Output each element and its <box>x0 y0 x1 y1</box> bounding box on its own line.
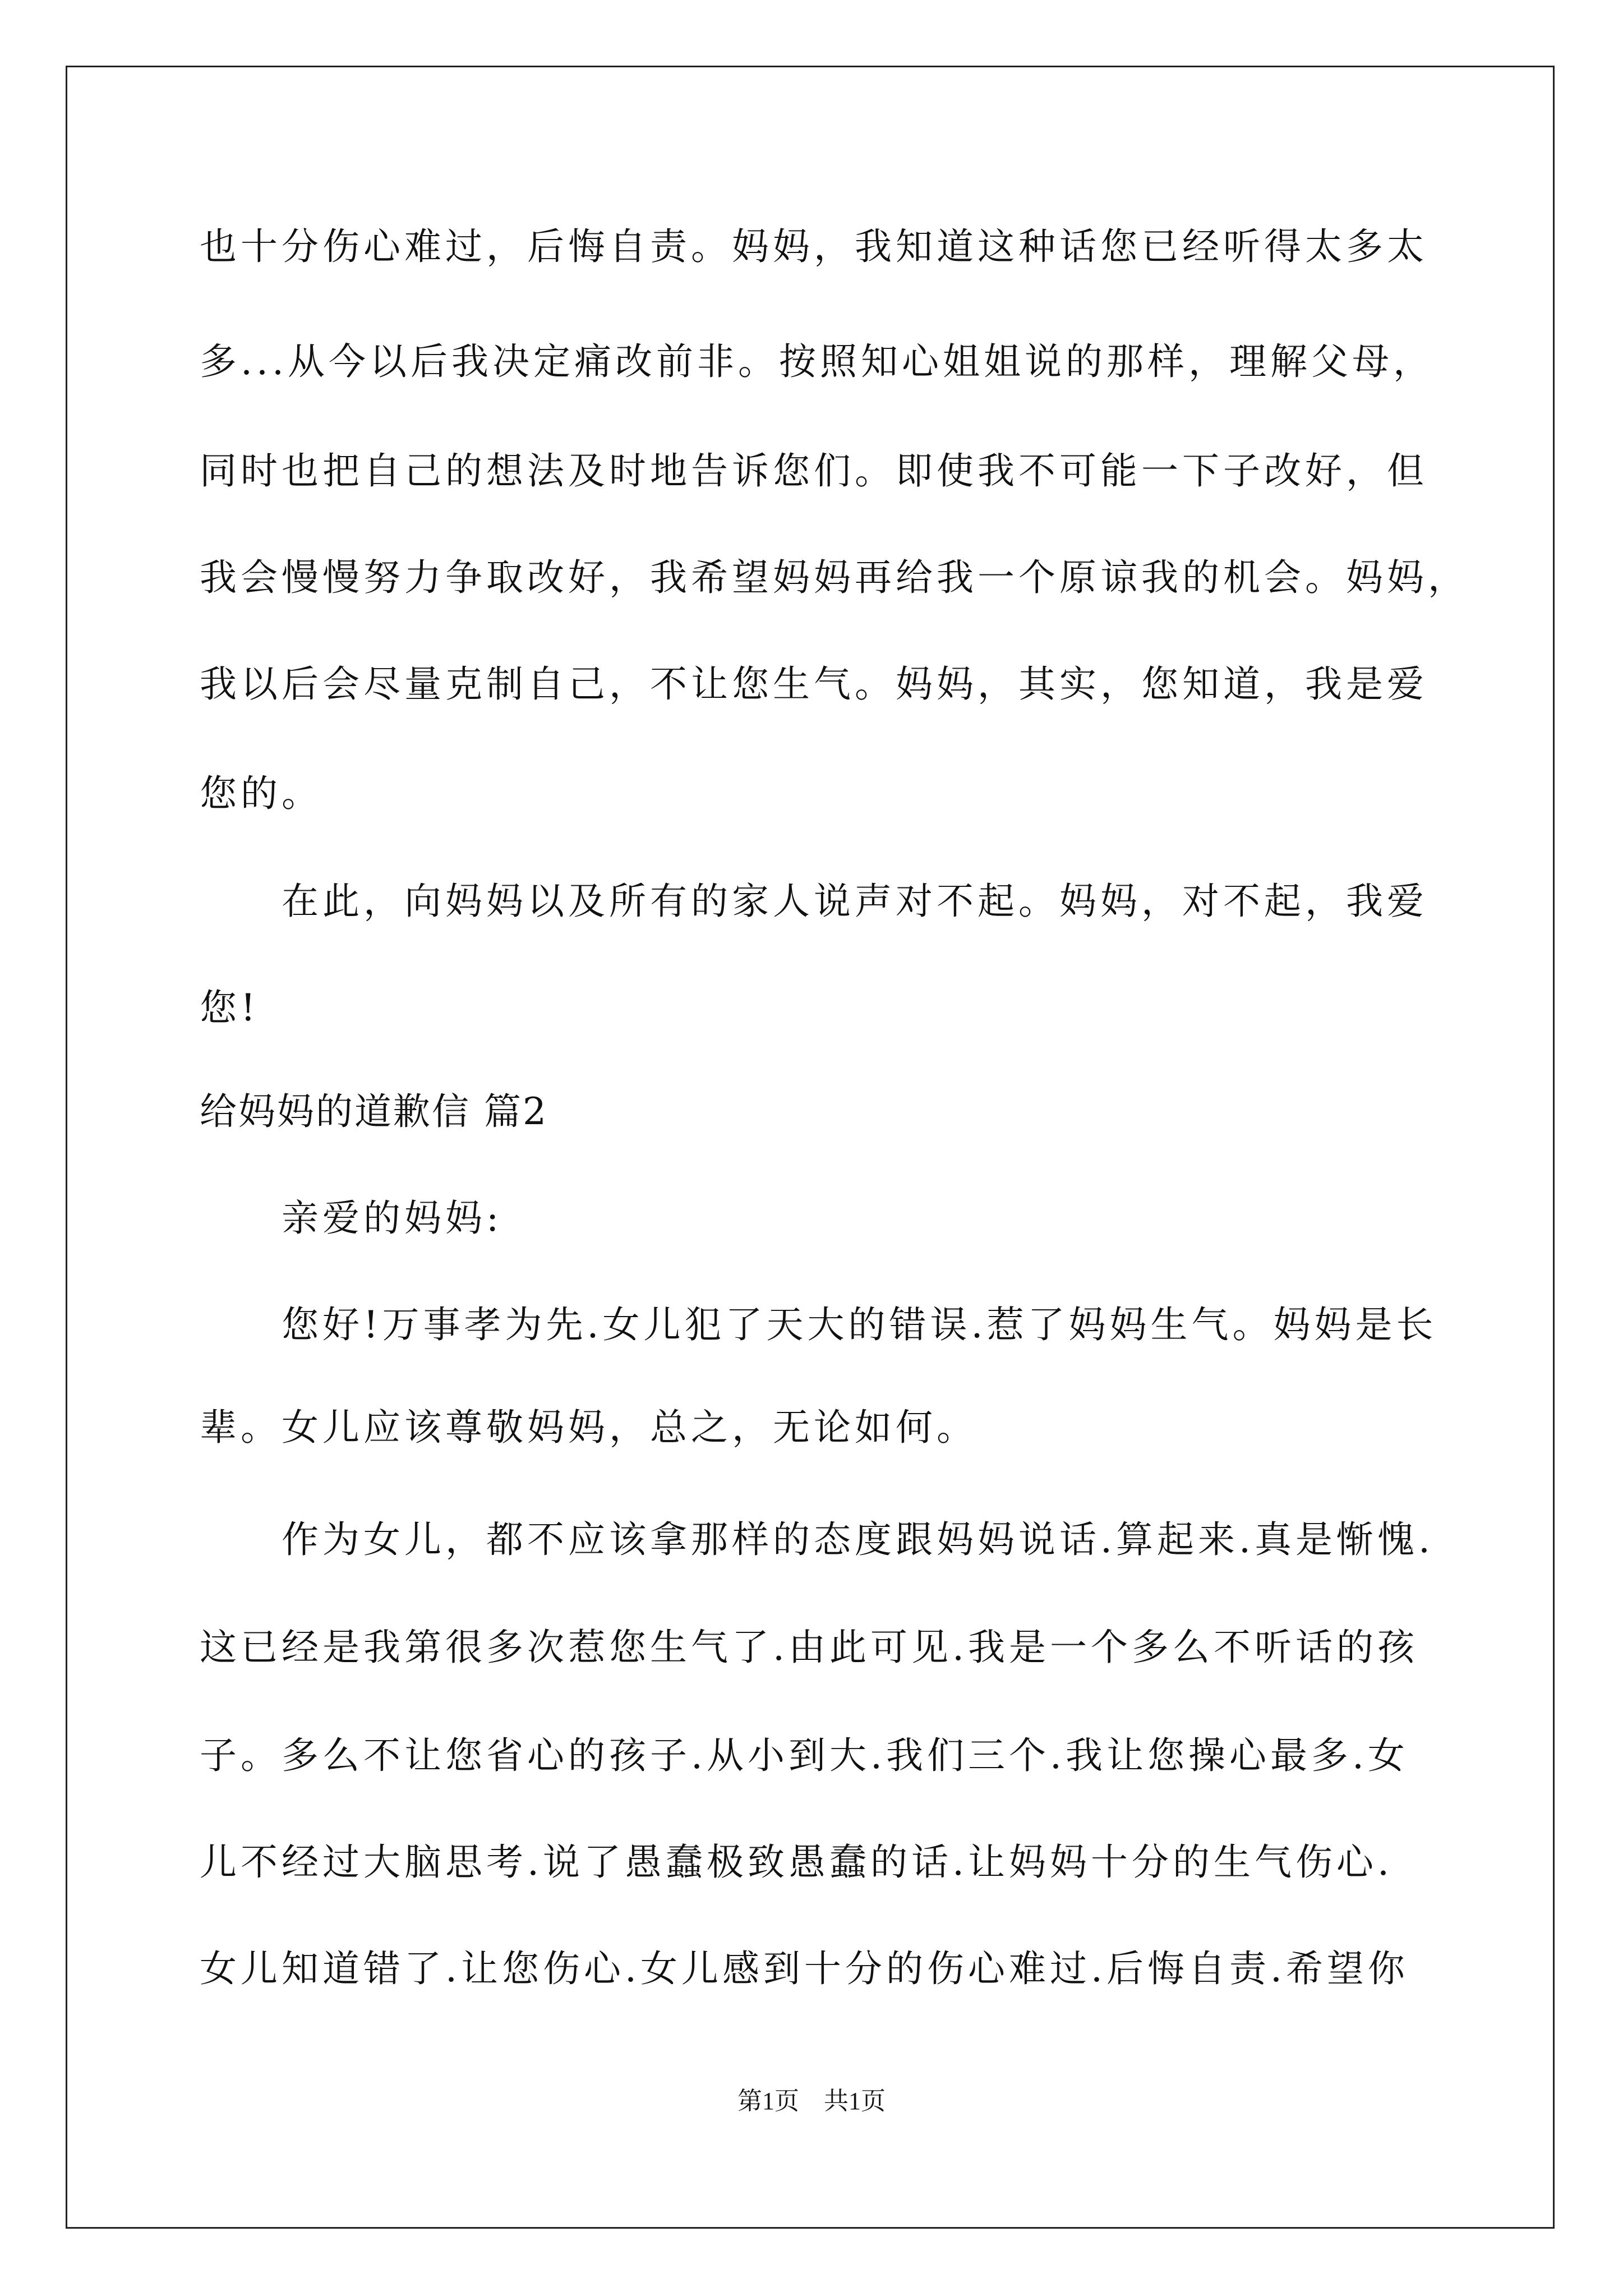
body-line: 在此，向妈妈以及所有的家人说声对不起。妈妈，对不起，我爱 <box>282 880 1428 923</box>
body-line: 这已经是我第很多次惹您生气了.由此可见.我是一个多么不听话的孩 <box>200 1626 1418 1669</box>
body-line: 儿不经过大脑思考.说了愚蠢极致愚蠢的话.让妈妈十分的生气伤心. <box>200 1841 1393 1884</box>
page-border <box>66 66 1555 2229</box>
body-line: 子。多么不让您省心的孩子.从小到大.我们三个.我让您操心最多.女 <box>200 1734 1409 1777</box>
body-line: 也十分伤心难过，后悔自责。妈妈，我知道这种话您已经听得太多太 <box>200 225 1428 268</box>
salutation: 亲爱的妈妈: <box>282 1197 503 1240</box>
section-heading: 给妈妈的道歉信 篇2 <box>200 1090 548 1133</box>
body-line: 我会慢慢努力争取改好，我希望妈妈再给我一个原谅我的机会。妈妈， <box>200 556 1469 599</box>
body-line: 作为女儿，都不应该拿那样的态度跟妈妈说话.算起来.真是惭愧. <box>282 1518 1434 1561</box>
body-line: 您好!万事孝为先.女儿犯了天大的错误.惹了妈妈生气。妈妈是长 <box>282 1303 1437 1346</box>
body-line: 女儿知道错了.让您伤心.女儿感到十分的伤心难过.后悔自责.希望你 <box>200 1947 1409 1990</box>
page-footer: 第1页 共1页 <box>737 2087 886 2115</box>
body-line: 辈。女儿应该尊敬妈妈，总之，无论如何。 <box>200 1406 978 1449</box>
body-line: 同时也把自己的想法及时地告诉您们。即使我不可能一下子改好，但 <box>200 449 1428 493</box>
body-line: 您! <box>200 986 260 1029</box>
body-line: 多...从今以后我决定痛改前非。按照知心姐姐说的那样，理解父母， <box>200 340 1434 383</box>
body-line: 我以后会尽量克制自己，不让您生气。妈妈，其实，您知道，我是爱 <box>200 662 1428 706</box>
body-line: 您的。 <box>200 772 322 815</box>
